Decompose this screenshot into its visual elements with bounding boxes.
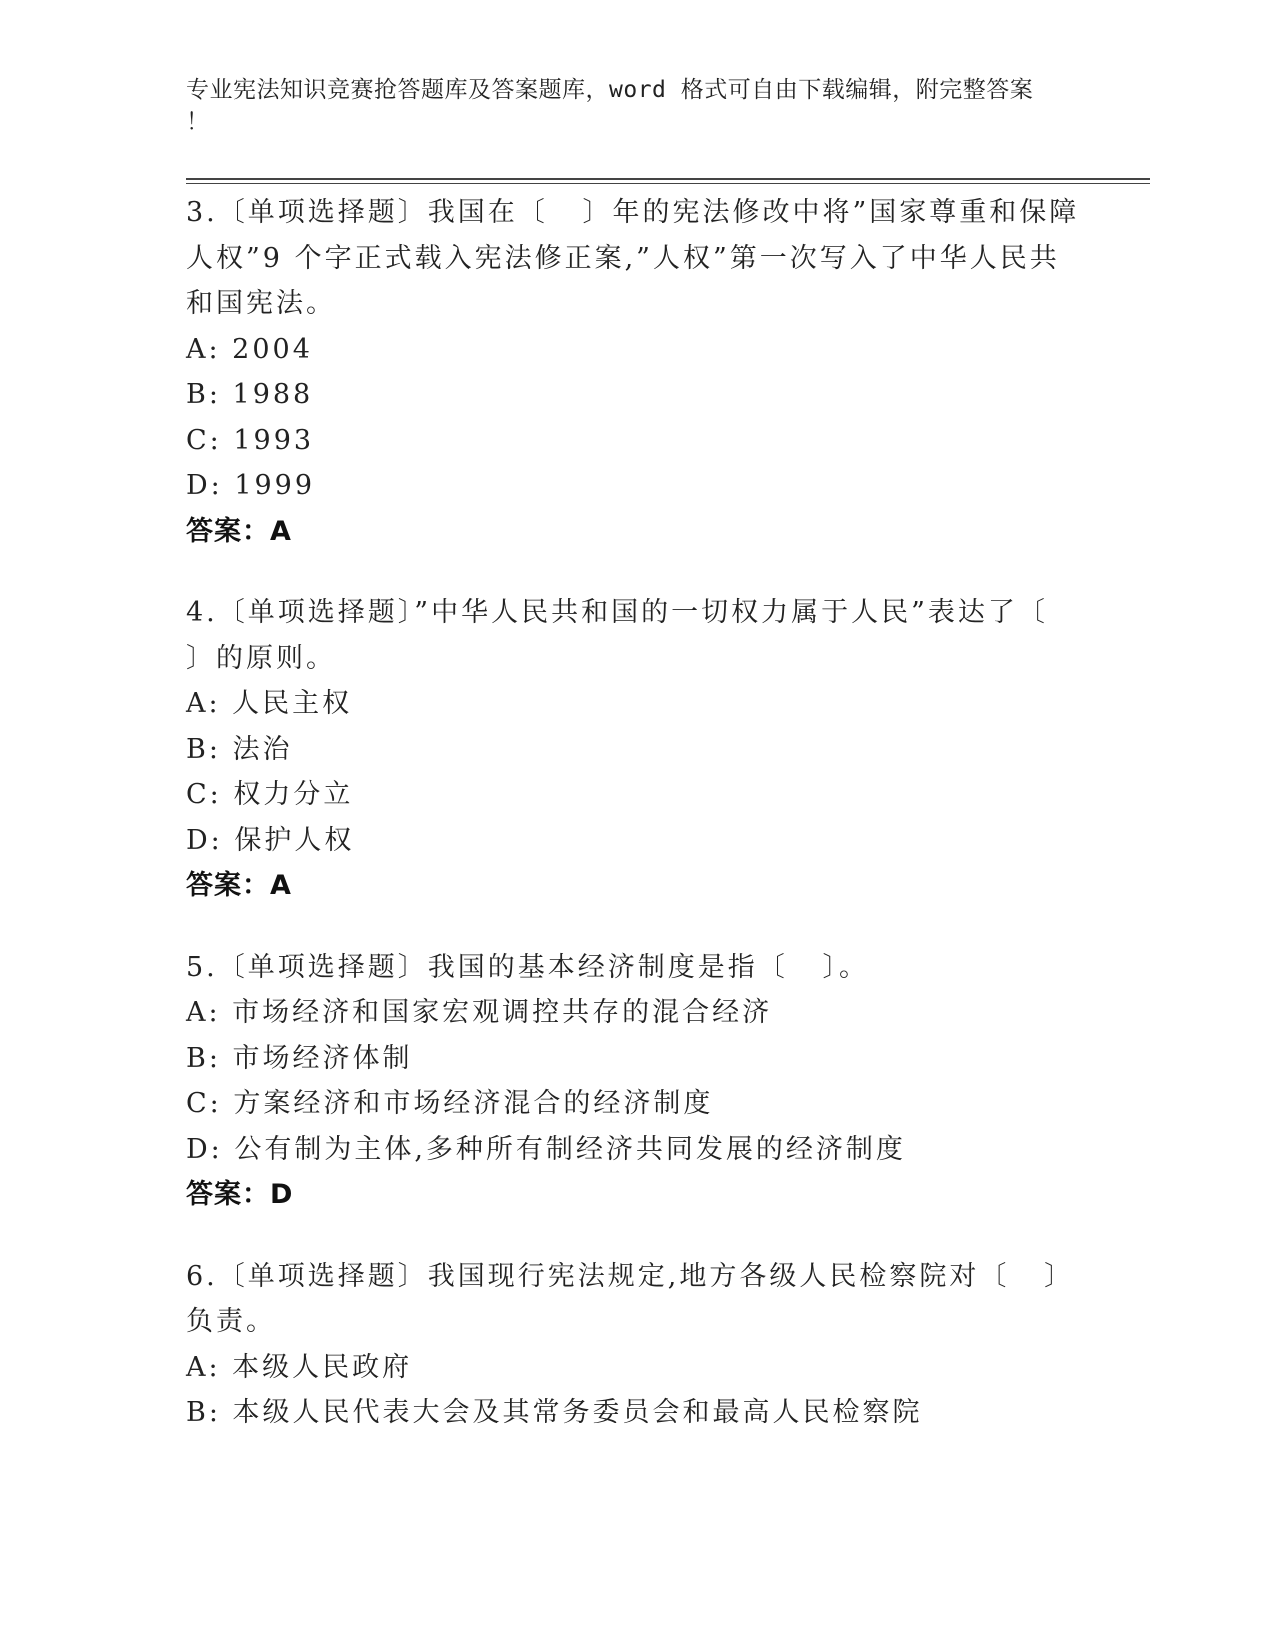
question-text-line: 负责。 [186, 1306, 276, 1337]
option-a: A: 本级人民政府 [186, 1351, 413, 1383]
option-c: C: 方案经济和市场经济混合的经济制度 [186, 1088, 714, 1119]
question-3 [186, 190, 1086, 554]
option-b: B: 本级人民代表大会及其常务委员会和最高人民检察院 [186, 1397, 923, 1428]
question-6 [186, 1254, 1086, 1436]
question-text-line: 5.〔单项选择题〕我国的基本经济制度是指〔 〕。 [186, 951, 870, 983]
question-text-line: 〕的原则。 [186, 642, 336, 674]
header-divider-thin [186, 183, 1150, 184]
option-a: A: 市场经济和国家宏观调控共存的混合经济 [186, 997, 773, 1028]
header-line-2: ！ [186, 109, 210, 135]
option-c: C: 1993 [186, 424, 315, 456]
header-line-1: 专业宪法知识竞赛抢答题库及答案题库，word 格式可自由下载编辑，附完整答案 [186, 77, 1034, 103]
question-text-line: 和国宪法。 [186, 288, 336, 319]
question-text-line: 3.〔单项选择题〕我国在〔 〕年的宪法修改中将”国家尊重和保障 [186, 197, 1080, 228]
option-b: B: 法治 [186, 733, 293, 765]
option-d: D: 1999 [186, 470, 316, 501]
question-5 [186, 945, 1086, 1218]
option-a: A: 2004 [186, 333, 313, 365]
question-list [186, 190, 1086, 1472]
option-a: A: 人民主权 [186, 688, 353, 719]
header-divider-thick [186, 178, 1150, 180]
option-b: B: 1988 [186, 379, 314, 410]
question-text-line: 人权”9 个字正式载入宪法修正案,”人权”第一次写入了中华人民共 [186, 242, 1060, 274]
question-text-line: 4.〔单项选择题〕”中华人民共和国的一切权力属于人民”表达了〔 [186, 597, 1048, 628]
answer-line: 答案：A [186, 515, 292, 547]
question-4 [186, 590, 1086, 909]
option-b: B: 市场经济体制 [186, 1042, 413, 1074]
option-c: C: 权力分立 [186, 779, 354, 810]
question-text-line: 6.〔单项选择题〕我国现行宪法规定,地方各级人民检察院对〔 〕 [186, 1260, 1075, 1292]
answer-line: 答案：D [186, 1179, 294, 1210]
option-d: D: 保护人权 [186, 824, 355, 856]
answer-line: 答案：A [186, 870, 292, 901]
document-header [186, 74, 1086, 138]
option-d: D: 公有制为主体,多种所有制经济共同发展的经济制度 [186, 1133, 906, 1165]
